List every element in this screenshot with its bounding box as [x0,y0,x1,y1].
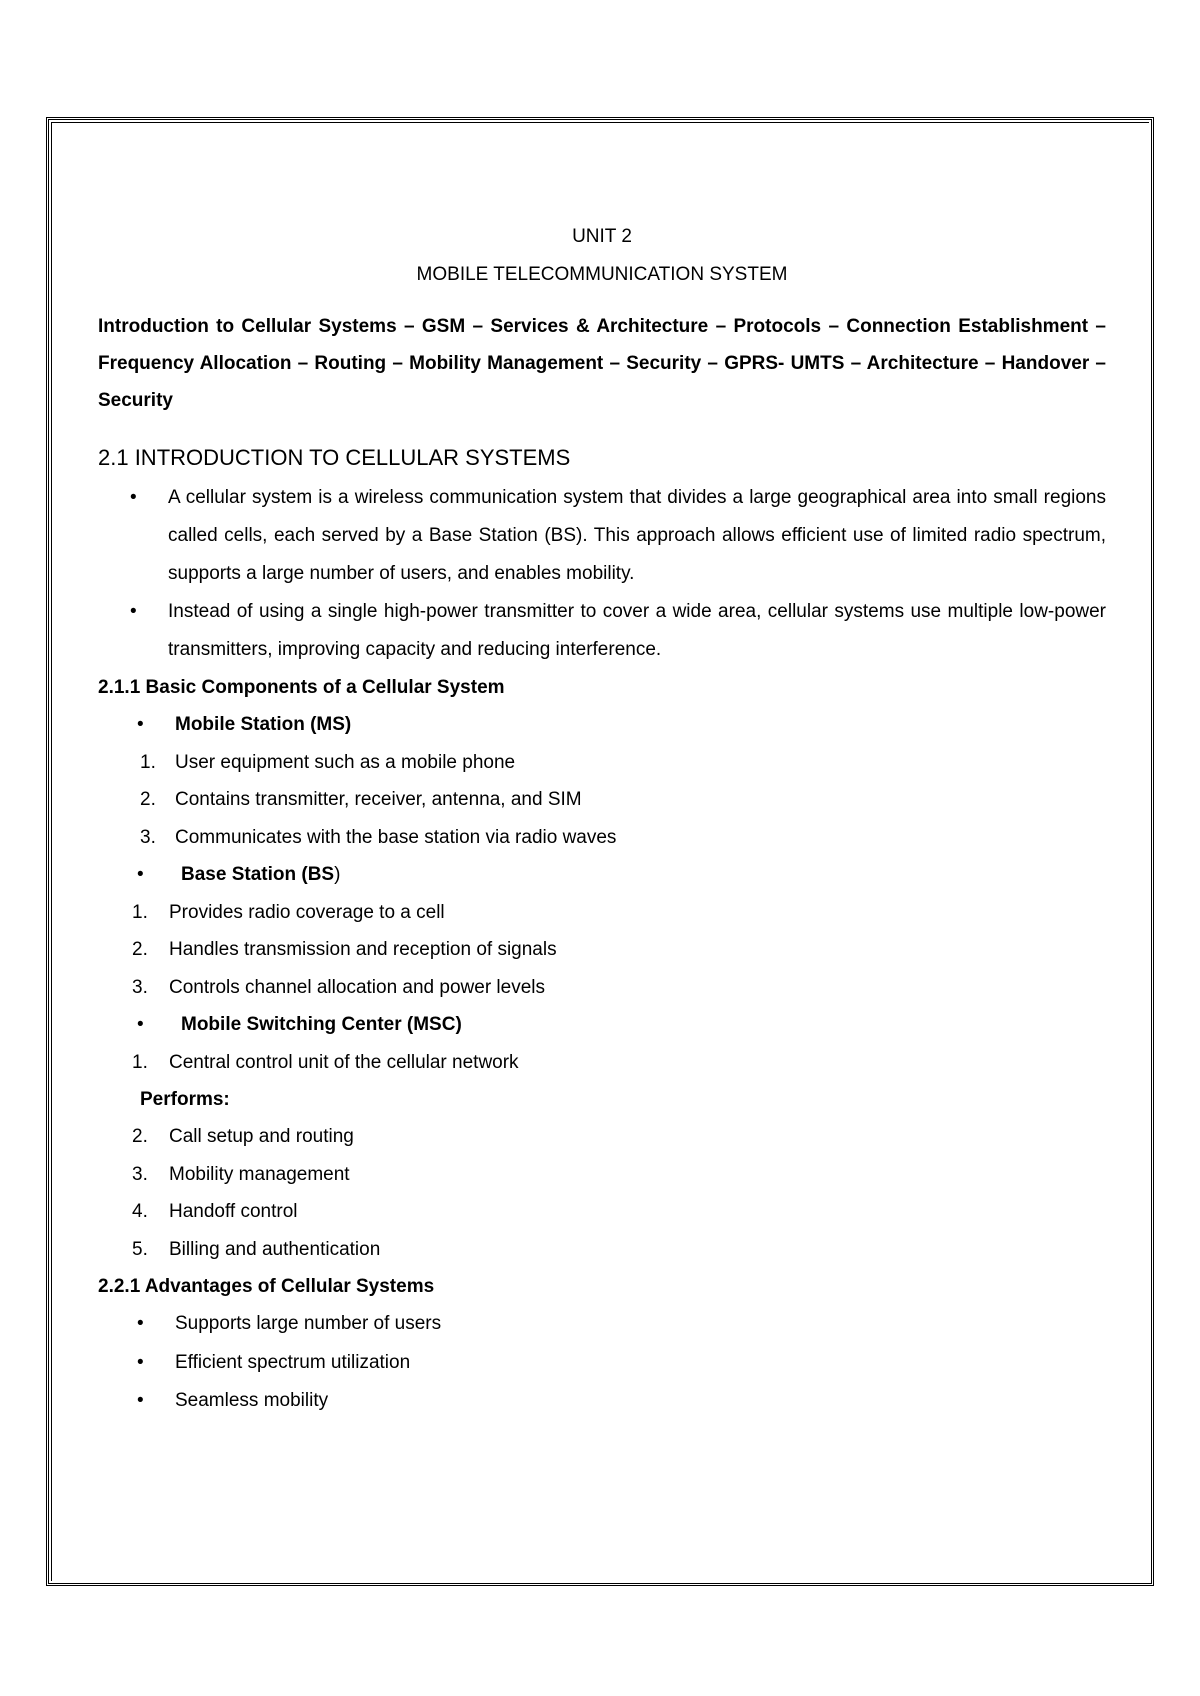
list-item: 2. Call setup and routing [132,1126,354,1147]
list-item: 3. Communicates with the base station via radio waves [140,826,617,848]
chapter-title: MOBILE TELECOMMUNICATION SYSTEM [416,264,788,285]
list-item: 1. Central control unit of the cellular network [132,1051,519,1073]
section-heading-2-1-1: 2.1.1 Basic Components of a Cellular System [98,677,505,698]
bullet-icon: • [137,1313,144,1334]
list-item: • Supports large number of users [98,1305,1106,1344]
list-item: 4. Handoff control [132,1201,298,1222]
list-item: 3. Controls channel allocation and power levels [132,976,546,998]
list-item: 5. Billing and authentication [132,1238,381,1260]
list-item: 1. Provides radio coverage to a cell [132,901,445,923]
document-body [98,218,1106,1421]
component-base-station: • Base Station (BS) [98,856,1106,894]
list-item: • Instead of using a single high-power transmitter to cover a wide area, cellular systems use multiple low-power transmitters, improving capacity and reducing interference. [98,593,1106,669]
bullet-icon: • [137,864,144,885]
list-item: 3. Mobility management [132,1163,350,1185]
section-heading-2-2-1: 2.2.1 Advantages of Cellular Systems [98,1276,435,1297]
section-heading-2-1: 2.1 INTRODUCTION TO CELLULAR SYSTEMS [98,445,571,470]
component-mobile-station: • Mobile Station (MS) [98,706,1106,744]
performs-label: Performs: [140,1089,230,1110]
list-item: • Efficient spectrum utilization [98,1344,1106,1383]
bullet-icon: • [137,1351,144,1373]
list-item: 1. User equipment such as a mobile phone [140,751,516,773]
bullet-icon: • [137,1014,144,1035]
bullet-icon: • [137,714,144,735]
list-item: 2. Contains transmitter, receiver, antenna, and SIM [140,789,582,810]
intro-bullet-list [98,479,1106,669]
list-item: • Seamless mobility [98,1382,1106,1421]
list-item: • A cellular system is a wireless communication system that divides a large geographical area into small regions called cells, each served by a Base Station (BS). This approach allows efficient use of limited radio spectrum, supports a large number of users, and enables mobility. [98,479,1106,593]
topics-summary: Introduction to Cellular Systems – GSM – Services & Architecture – Protocols – Connection Establishment – Frequency Allocation – Routing – Mobility Management – Security – GPRS- UMTS – Architecture – Handover – Security [98,316,1106,411]
list-item: 2. Handles transmission and reception of signals [132,939,557,960]
bullet-icon: • [137,1390,144,1411]
component-msc: • Mobile Switching Center (MSC) [98,1006,1106,1044]
unit-title: UNIT 2 [572,226,632,247]
